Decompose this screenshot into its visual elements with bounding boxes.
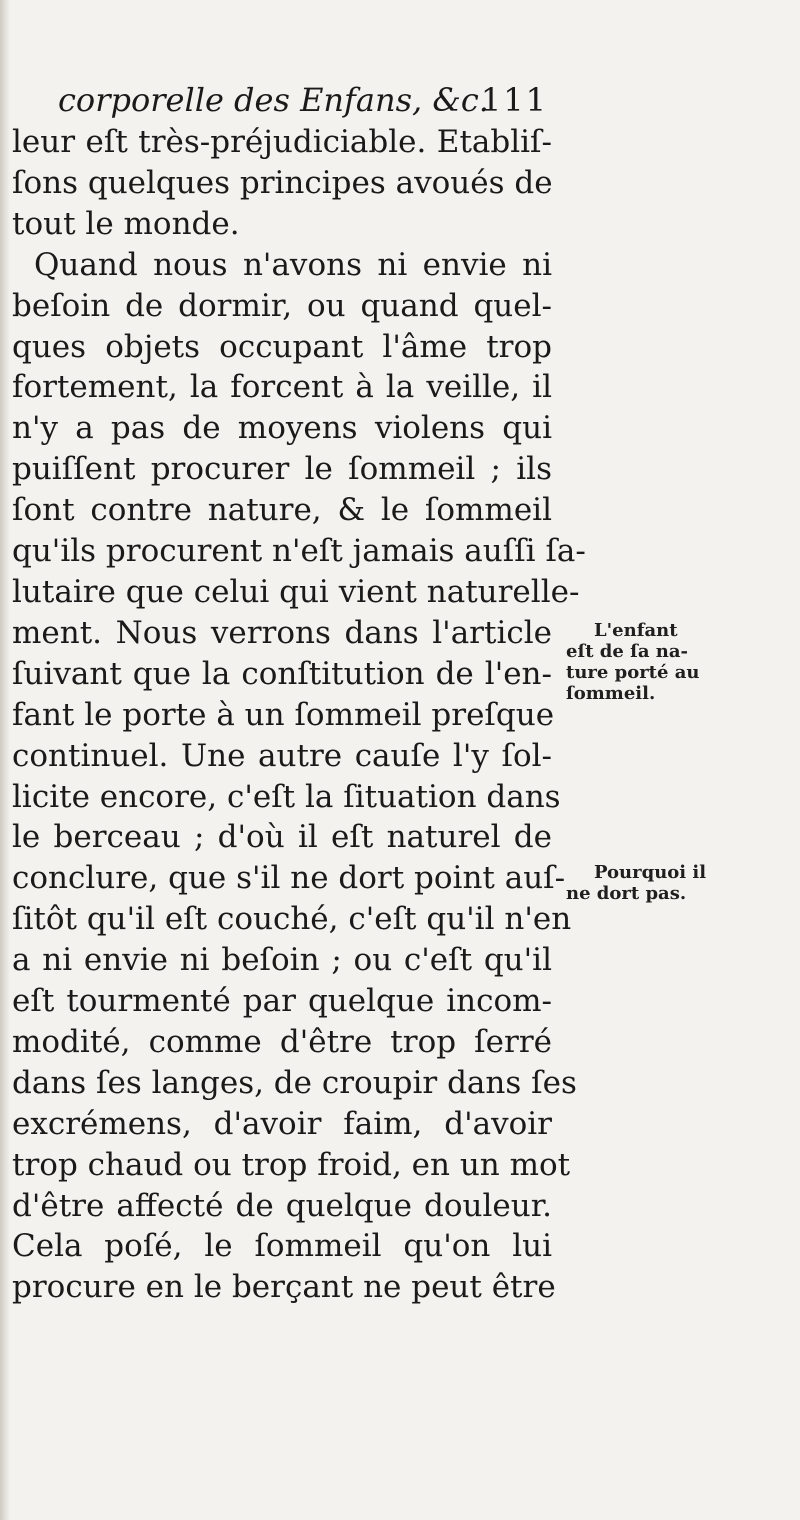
- margin-note-line: Pourquoi il: [594, 862, 707, 883]
- running-title: corporelle des Enfans, &c.: [58, 81, 489, 119]
- text-line: modité, comme d'être trop ſerré: [12, 1023, 552, 1060]
- page-header: [58, 78, 548, 122]
- text-line: lutaire que celui qui vient naturelle-: [12, 573, 580, 610]
- margin-note-line: L'enfant: [594, 620, 678, 641]
- text-line: fant le porte à un ſommeil preſque: [12, 696, 555, 733]
- text-line: dans ſes langes, de croupir dans ſes: [12, 1064, 577, 1101]
- text-line: ques objets occupant l'âme trop: [12, 328, 552, 365]
- text-line: Cela poſé, le ſommeil qu'on lui: [12, 1228, 552, 1265]
- text-line: eſt tourmenté par quelque incom-: [12, 983, 552, 1020]
- text-line: ſitôt qu'il eſt couché, c'eſt qu'il n'en: [12, 901, 572, 938]
- text-line: le berceau ; d'où il eſt naturel de: [12, 819, 552, 856]
- text-line: ſons quelques principes avoués de: [12, 164, 553, 201]
- text-line: ſont contre nature, & le ſommeil: [12, 492, 552, 529]
- body-text: [12, 122, 586, 1308]
- text-line: n'y a pas de moyens violens qui: [12, 410, 552, 447]
- text-line: fortement, la forcent à la veille, il: [12, 369, 552, 406]
- text-line: beſoin de dormir, ou quand quel-: [12, 287, 552, 324]
- text-line: puiſſent procurer le ſommeil ; ils: [12, 451, 552, 488]
- text-line: Quand nous n'avons ni envie ni: [34, 246, 552, 283]
- text-line: conclure, que s'il ne dort point auſ-: [12, 860, 566, 897]
- text-line: qu'ils procurent n'eſt jamais auſſi ſa-: [12, 533, 586, 570]
- margin-note: [566, 620, 716, 704]
- margin-note-line: ſommeil.: [566, 683, 656, 704]
- margin-note: [566, 862, 716, 904]
- text-line: tout le monde.: [12, 205, 240, 242]
- text-line: ment. Nous verrons dans l'article: [12, 614, 552, 651]
- text-line: excrémens, d'avoir faim, d'avoir: [12, 1105, 552, 1142]
- text-line: leur eſt très-préjudiciable. Etabliſ-: [12, 124, 552, 160]
- text-line: trop chaud ou trop froid, en un mot: [12, 1146, 571, 1183]
- margin-note-line: ture porté au: [566, 662, 700, 683]
- text-line: d'être affecté de quelque douleur.: [12, 1187, 552, 1224]
- page-number: 111: [480, 81, 548, 119]
- margin-note-line: ne dort pas.: [566, 883, 687, 904]
- page-edge: [0, 0, 10, 1520]
- margin-note-line: eſt de ſa na-: [566, 641, 688, 662]
- text-line: a ni envie ni beſoin ; ou c'eſt qu'il: [12, 942, 552, 979]
- text-line: licite encore, c'eſt la ſituation dans: [12, 778, 561, 815]
- text-line: ſuivant que la conſtitution de l'en-: [12, 655, 552, 692]
- text-line: continuel. Une autre cauſe l'y ſol-: [12, 737, 552, 774]
- text-line: procure en le berçant ne peut être: [12, 1269, 556, 1306]
